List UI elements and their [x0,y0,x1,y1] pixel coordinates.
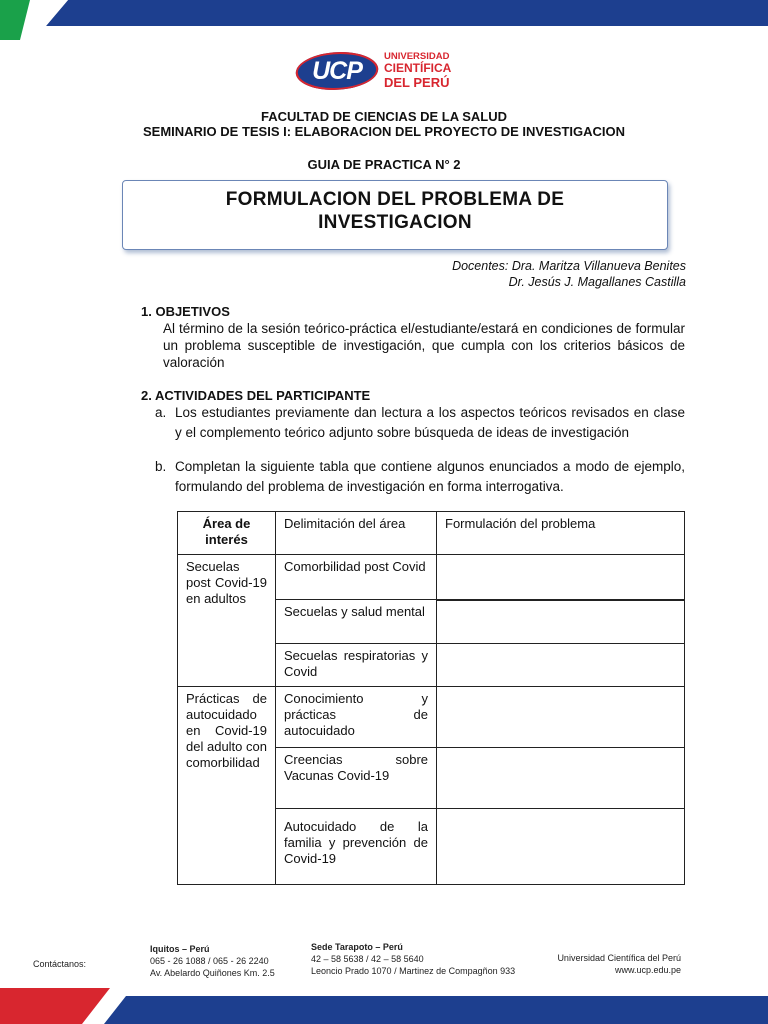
table-row: Comorbilidad post Covid [275,554,437,600]
formulation-cell [436,808,685,885]
university-website[interactable]: www.ucp.edu.pe [614,965,681,975]
table-row: Autocuidado de la familia y prevención de Covid-19 [275,808,437,885]
table-row: Conocimiento y prácticas de autocuidado [275,686,437,748]
formulation-cell [436,747,685,809]
table-header-delimitation: Delimitación del área [275,511,437,555]
section-1-body: Al término de la sesión teórico-práctica el/estudiante/estará en condiciones de formular un problema susceptible de investigación, que cumpla con los criterios básicos de valoración [163,321,685,370]
teacher-line-1: Docentes: Dra. Maritza Villanueva Benites [452,259,686,273]
iquitos-phones: 065 - 26 1088 / 065 - 26 2240 [150,956,269,966]
activity-item-b-text: Completan la siguiente tabla que contiene algunos enunciados a modo de ejemplo, formulando del problema de investigación en forma interrogativa. [175,459,685,494]
faculty-title: FACULTAD DE CIENCIAS DE LA SALUD [260,109,508,124]
tarapoto-address: Leoncio Prado 1070 / Martinez de Compagñon 933 [311,966,516,976]
tarapoto-title: Sede Tarapoto – Perú [311,942,403,952]
table-area-cell-1: Secuelas post Covid-19 en adultos [177,554,276,687]
table-area-cell-2: Prácticas de autocuidado en Covid-19 del adulto con comorbilidad [177,686,276,885]
header-band [0,0,768,40]
iquitos-contact [150,943,275,979]
contact-label: Contáctanos: [33,959,87,969]
tarapoto-contact [311,941,515,977]
main-title [123,188,667,234]
main-title-line-2: INVESTIGACION [318,212,472,233]
table-row: Secuelas respiratorias y Covid [275,643,437,687]
activity-item-b-label: b. [155,459,167,474]
teacher-line-2: Dr. Jesús J. Magallanes Castilla [508,275,686,289]
university-logo [296,50,466,96]
activity-item-a-text: Los estudiantes previamente dan lectura a los aspectos teóricos revisados en clase y el complemento teórico adjunto sobre búsqueda de ideas de investigación [175,405,685,440]
table-row: Secuelas y salud mental [275,599,437,644]
guide-title: GUIA DE PRACTICA N° 2 [307,157,461,172]
footer-band [0,988,768,1024]
formulation-cell [436,643,685,687]
section-2-heading: 2. ACTIVIDADES DEL PARTICIPANTE [141,388,371,403]
formulation-cell [436,599,685,644]
problem-table [177,511,685,885]
section-1-heading: 1. OBJETIVOS [141,304,230,319]
table-header-formulation: Formulación del problema [436,511,685,555]
logo-name [384,52,464,90]
logo-badge-text: UCP [312,57,362,85]
formulation-cell [436,686,685,748]
university-name: Universidad Científica del Perú [557,953,681,963]
iquitos-title: Iquitos – Perú [150,944,210,954]
table-row: Creencias sobre Vacunas Covid-19 [275,747,437,809]
logo-line-1: UNIVERSIDAD [384,51,450,62]
seminar-title: SEMINARIO DE TESIS I: ELABORACION DEL PROYECTO DE INVESTIGACION [142,124,625,139]
activity-item-a-label: a. [155,405,167,420]
main-title-line-1: FORMULACION DEL PROBLEMA DE [225,189,565,210]
formulation-cell [436,554,685,600]
table-header-area: Área de interés [177,511,276,555]
logo-line-2: CIENTÍFICA [384,61,452,75]
tarapoto-phones: 42 – 58 5638 / 42 – 58 5640 [311,954,424,964]
main-title-box [122,180,668,250]
university-contact [557,952,681,976]
iquitos-address: Av. Abelardo Quiñones Km. 2.5 [150,968,275,978]
teachers-block [452,258,686,290]
logo-line-3: DEL PERÚ [384,75,450,90]
